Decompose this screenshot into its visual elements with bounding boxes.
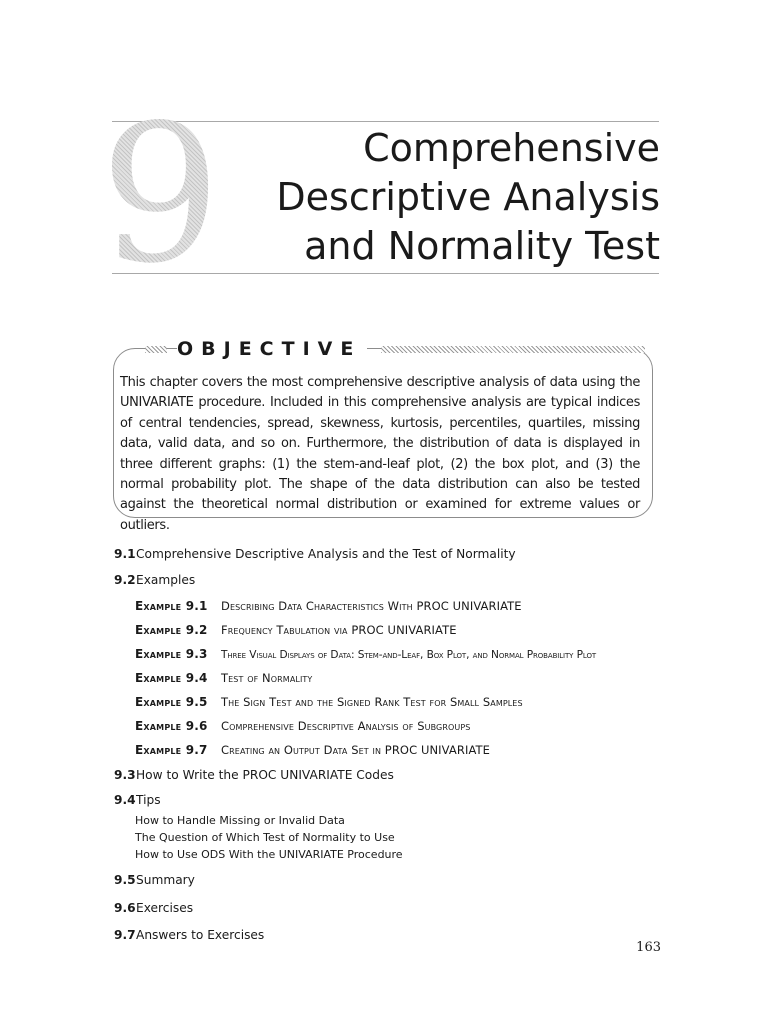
example-item xyxy=(135,738,674,762)
example-title: Comprehensive Descriptive Analysis of Subgroups xyxy=(221,719,471,733)
toc-section-number: 9.2 xyxy=(114,573,136,587)
toc-section-number: 9.3 xyxy=(114,768,136,782)
toc-section xyxy=(114,566,674,594)
example-label: Example 9.3 xyxy=(135,647,208,661)
table-of-contents xyxy=(114,542,674,949)
example-item xyxy=(135,690,674,714)
toc-section-number: 9.7 xyxy=(114,928,136,942)
example-label: Example 9.7 xyxy=(135,743,208,757)
objective-heading: OBJECTIVE xyxy=(177,338,367,360)
toc-section-label: How to Write the PROC UNIVARIATE Codes xyxy=(136,768,394,782)
objective-text: This chapter covers the most comprehensive descriptive analysis of data using the UNIVARIATE procedure. Included in this comprehensive analysis are typical indices of central tendencies, spread, skewness, kurtosis, percentiles, quartiles, missing data, valid data, and so on. Furthermore, the distribution of data is displayed in three different graphs: (1) the stem-and-leaf plot, (2) the box plot, and (3) the normal probability plot. The shape of the data distribution can also be tested against the theoretical normal distribution or examined for extreme values or outliers. xyxy=(120,375,640,533)
toc-section-label: Summary xyxy=(136,873,195,887)
example-item xyxy=(135,642,674,666)
example-title: Test of Normality xyxy=(221,671,313,685)
toc-section-label: Comprehensive Descriptive Analysis and the Test of Normality xyxy=(136,547,516,561)
toc-section-label: Answers to Exercises xyxy=(136,928,265,942)
objective-heading-bar xyxy=(145,336,655,362)
chapter-number: 9 xyxy=(100,84,221,305)
toc-section-label: Tips xyxy=(136,793,161,807)
toc-section xyxy=(114,895,674,922)
page-number: 163 xyxy=(636,940,661,955)
example-title: The Sign Test and the Signed Rank Test for Small Samples xyxy=(221,695,523,709)
toc-section-number: 9.4 xyxy=(114,793,136,807)
toc-section xyxy=(114,922,674,949)
tips-list xyxy=(135,812,674,863)
example-item xyxy=(135,618,674,642)
hatch-decoration-right xyxy=(381,346,645,353)
example-item xyxy=(135,714,674,738)
example-label: Example 9.5 xyxy=(135,695,208,709)
toc-section xyxy=(114,542,674,566)
example-title: Describing Data Characteristics With PROC UNIVARIATE xyxy=(221,599,522,613)
toc-section-number: 9.5 xyxy=(114,873,136,887)
toc-section xyxy=(114,865,674,895)
examples-list xyxy=(135,594,674,762)
toc-section-number: 9.1 xyxy=(114,547,136,561)
toc-section xyxy=(114,762,674,788)
example-label: Example 9.2 xyxy=(135,623,208,637)
example-item xyxy=(135,594,674,618)
toc-section-number: 9.6 xyxy=(114,901,136,915)
tip-item: The Question of Which Test of Normality to Use xyxy=(135,831,395,844)
example-title: Frequency Tabulation via PROC UNIVARIATE xyxy=(221,623,457,637)
hatch-decoration-left xyxy=(145,346,167,353)
bottom-rule xyxy=(112,273,659,274)
chapter-title-line: Comprehensive xyxy=(363,126,660,170)
toc-section xyxy=(114,788,674,812)
chapter-title-line: Descriptive Analysis xyxy=(276,175,660,219)
example-title: Three Visual Displays of Data: Stem-and-Leaf, Box Plot, and Normal Probability Plot xyxy=(221,649,597,661)
example-item xyxy=(135,666,674,690)
chapter-title xyxy=(190,124,660,271)
toc-section-label: Exercises xyxy=(136,901,194,915)
chapter-title-line: and Normality Test xyxy=(304,224,660,268)
toc-section-label: Examples xyxy=(136,573,196,587)
example-title: Creating an Output Data Set in PROC UNIVARIATE xyxy=(221,743,491,757)
example-label: Example 9.1 xyxy=(135,599,208,613)
tip-item: How to Use ODS With the UNIVARIATE Procedure xyxy=(135,848,403,861)
example-label: Example 9.6 xyxy=(135,719,208,733)
example-label: Example 9.4 xyxy=(135,671,208,685)
tip-item: How to Handle Missing or Invalid Data xyxy=(135,814,345,827)
